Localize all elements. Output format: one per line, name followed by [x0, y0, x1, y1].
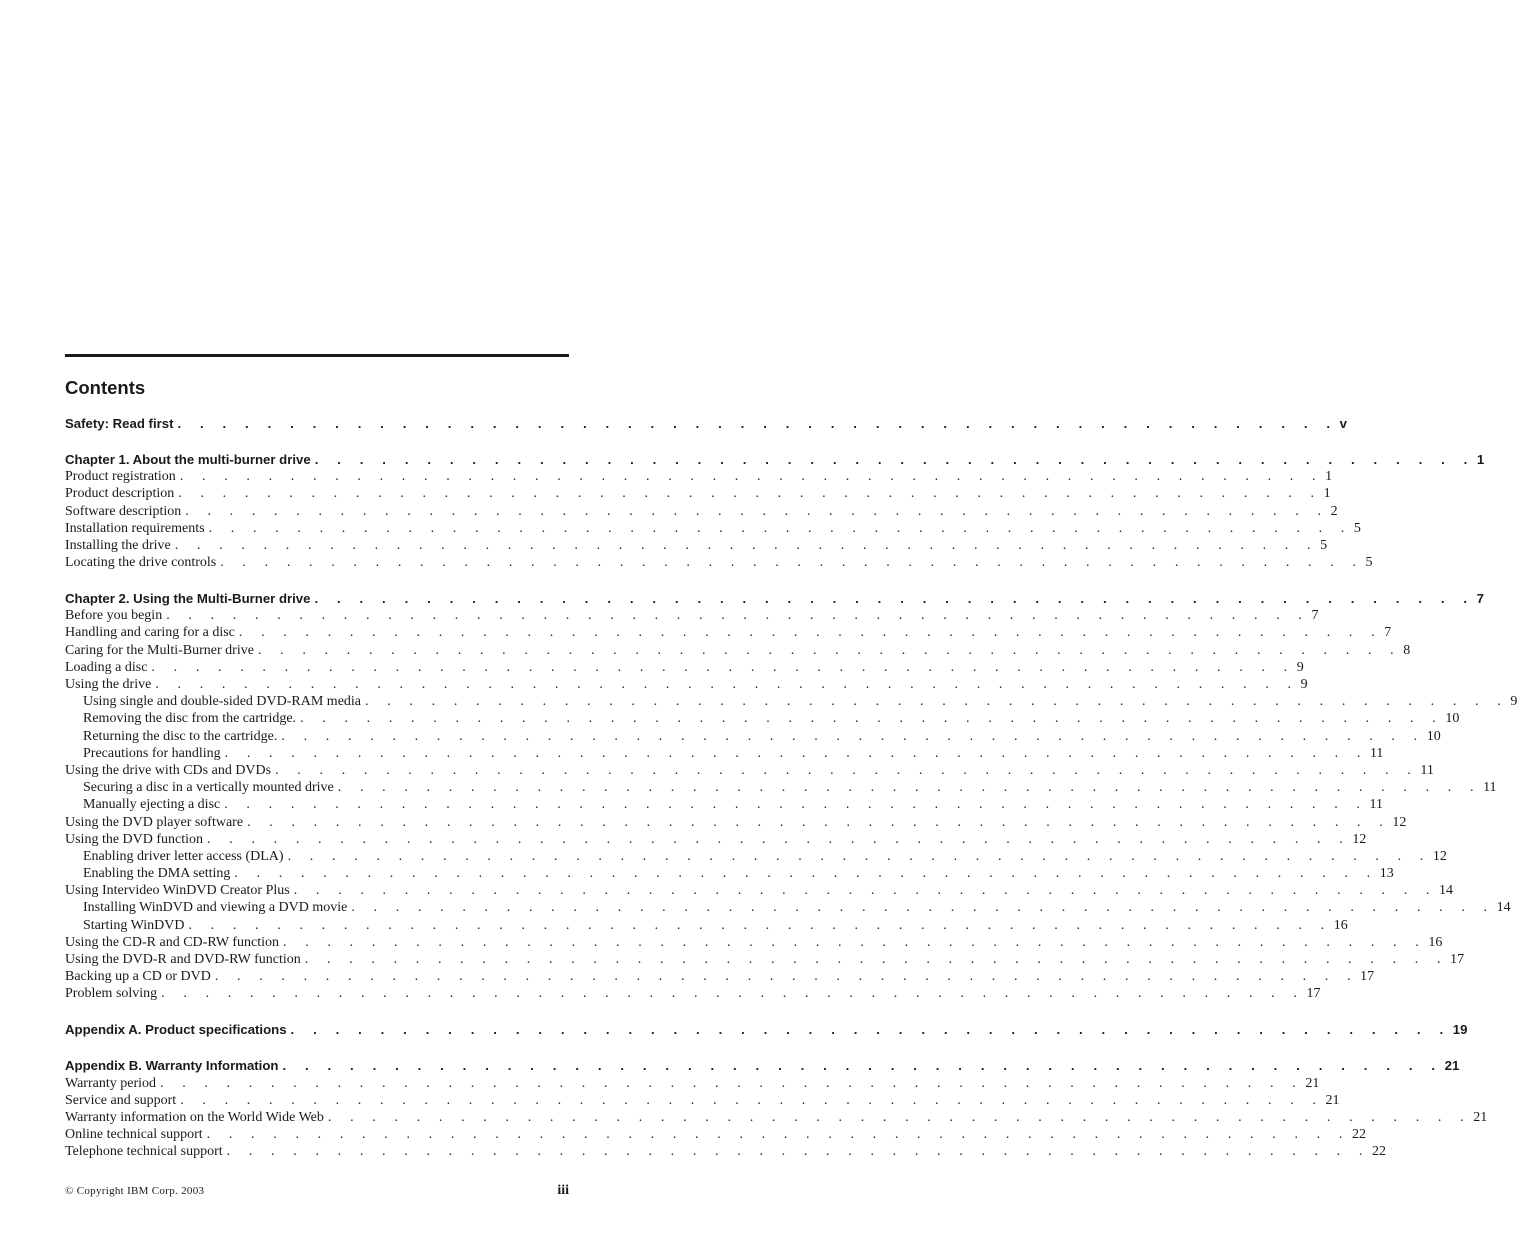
dot-leader: . . . . . . . . . . . . . . . . . . . . . . . . . . . . . . . . . . . . . . . . . . . . . . . . . . . . — [275, 762, 1419, 778]
toc-entry-label: Software description — [65, 503, 182, 519]
toc-entry-page: 5 — [1320, 537, 1328, 553]
dot-leader: . . . . . . . . . . . . . . . . . . . . . . . . . . . . . . . . . . . . . . . . . . . . . . . . . . . . — [304, 952, 1449, 968]
toc-entry-page: 14 — [1496, 900, 1511, 916]
toc-entry[interactable] — [65, 485, 1331, 502]
toc-entry-page: 11 — [1369, 797, 1384, 813]
toc-entry-page: 11 — [1369, 745, 1384, 761]
toc-entry-page: 13 — [1379, 866, 1394, 882]
dot-leader: . . . . . . . . . . . . . . . . . . . . . . . . . . . . . . . . . . . . . . . . . . . . . . . . . . . . — [283, 934, 1427, 950]
toc-section-heading[interactable] — [65, 590, 1484, 607]
toc-entry-label: Locating the drive controls — [65, 555, 217, 571]
toc-entry[interactable] — [65, 468, 1333, 485]
dot-leader: . . . . . . . . . . . . . . . . . . . . . . . . . . . . . . . . . . . . . . . . . . . . . . . . . . . . — [188, 917, 1332, 933]
dot-leader: . . . . . . . . . . . . . . . . . . . . . . . . . . . . . . . . . . . . . . . . . . . . . . . . . . . . — [207, 831, 1351, 847]
dot-leader: . . . . . . . . . . . . . . . . . . . . . . . . . . . . . . . . . . . . . . . . . . . . . . . . . . . . — [206, 1127, 1350, 1143]
toc-entry-page: 9 — [1296, 659, 1304, 675]
page-title: Contents — [65, 377, 146, 398]
toc-entry-label: Starting WinDVD — [83, 917, 185, 933]
toc-entry-label: Product description — [65, 486, 175, 502]
dot-leader: . . . . . . . . . . . . . . . . . . . . . . . . . . . . . . . . . . . . . . . . . . . . . . . . . . . . — [287, 848, 1431, 864]
toc-entry[interactable] — [65, 537, 1328, 554]
toc-entry-label: Installation requirements — [65, 520, 205, 536]
dot-leader: . . . . . . . . . . . . . . . . . . . . . . . . . . . . . . . . . . . . . . . . . . . . . . . . . . . . — [327, 1109, 1472, 1125]
toc-entry-page: 14 — [1439, 883, 1454, 899]
toc-entry-label: Chapter 2. Using the Multi-Burner drive — [65, 591, 311, 607]
toc-entry-label: Using Intervideo WinDVD Creator Plus — [65, 883, 290, 899]
toc-entry-label: Using the CD-R and CD-RW function — [65, 934, 280, 950]
toc-entry[interactable] — [65, 968, 1375, 985]
page-footer — [65, 1183, 569, 1201]
dot-leader: . . . . . . . . . . . . . . . . . . . . . . . . . . . . . . . . . . . . . . . . . . . . . . . . . . . . — [214, 969, 1359, 985]
toc-entry-page: 1 — [1323, 486, 1331, 502]
toc-entry-page: 5 — [1353, 520, 1361, 536]
dot-leader: . . . . . . . . . . . . . . . . . . . . . . . . . . . . . . . . . . . . . . . . . . . . . . . . . . . . — [282, 1058, 1443, 1074]
toc-entry-page: 22 — [1371, 1144, 1386, 1160]
dot-leader: . . . . . . . . . . . . . . . . . . . . . . . . . . . . . . . . . . . . . . . . . . . . . . . . . . . . — [257, 642, 1402, 658]
toc-entry[interactable] — [65, 985, 1321, 1002]
toc-entry[interactable] — [65, 796, 1384, 813]
toc-entry-label: Using the DVD function — [65, 831, 204, 847]
toc-entry-page: 17 — [1360, 969, 1375, 985]
dot-leader: . . . . . . . . . . . . . . . . . . . . . . . . . . . . . . . . . . . . . . . . . . . . . . . . . . . . — [226, 1144, 1370, 1160]
toc-entry-page: 16 — [1333, 917, 1348, 933]
dot-leader: . . . . . . . . . . . . . . . . . . . . . . . . . . . . . . . . . . . . . . . . . . . . . . . . . . . . — [177, 416, 1338, 431]
toc-entry-page: 12 — [1432, 848, 1447, 864]
dot-leader: . . . . . . . . . . . . . . . . . . . . . . . . . . . . . . . . . . . . . . . . . . . . . . . . . . . . — [238, 625, 1383, 641]
dot-leader: . . . . . . . . . . . . . . . . . . . . . . . . . . . . . . . . . . . . . . . . . . . . . . . . . . . . — [224, 745, 1368, 761]
dot-leader: . . . . . . . . . . . . . . . . . . . . . . . . . . . . . . . . . . . . . . . . . . . . . . . . . . . . — [314, 451, 1475, 467]
toc-entry-label: Using the drive with CDs and DVDs — [65, 762, 272, 778]
toc-entry-page: 8 — [1403, 642, 1411, 658]
toc-entry[interactable] — [65, 899, 1511, 916]
dot-leader: . . . . . . . . . . . . . . . . . . . . . . . . . . . . . . . . . . . . . . . . . . . . . . . . . . . . — [166, 608, 1310, 624]
toc-entry[interactable] — [65, 865, 1394, 882]
toc-entry-label: Using the DVD-R and DVD-RW function — [65, 952, 301, 968]
toc-entry-label: Removing the disc from the cartridge. — [83, 711, 297, 727]
toc-entry-page: 22 — [1351, 1127, 1366, 1143]
toc-entry-label: Product registration — [65, 469, 176, 485]
toc-entry-label: Installing the drive — [65, 537, 171, 553]
toc-entry-page: 19 — [1452, 1022, 1468, 1038]
toc-entry-page: 2 — [1330, 503, 1338, 519]
toc-entry[interactable] — [65, 745, 1384, 762]
toc-entry-page: 9 — [1300, 677, 1308, 693]
toc-entry-label: Using single and double-sided DVD-RAM media — [83, 694, 362, 710]
toc-entry-page: 12 — [1392, 814, 1407, 830]
toc-entry[interactable] — [65, 676, 1308, 693]
heading-rule — [65, 354, 569, 357]
toc-entry[interactable] — [65, 624, 1392, 641]
dot-leader: . . . . . . . . . . . . . . . . . . . . . . . . . . . . . . . . . . . . . . . . . . . . . . . . . . . . — [180, 1092, 1324, 1108]
toc-entry-page: 17 — [1450, 952, 1465, 968]
toc-entry[interactable] — [65, 1075, 1320, 1092]
page-number: iii — [557, 1183, 569, 1198]
toc-entry[interactable] — [65, 728, 1441, 745]
toc-section-heading[interactable] — [65, 1057, 1460, 1074]
toc-entry[interactable] — [65, 779, 1497, 796]
table-of-contents — [65, 415, 1517, 1161]
toc-entry-page: 7 — [1384, 625, 1392, 641]
toc-entry-label: Enabling the DMA setting — [83, 866, 231, 882]
toc-section-heading[interactable] — [65, 451, 1485, 468]
dot-leader: . . . . . . . . . . . . . . . . . . . . . . . . . . . . . . . . . . . . . . . . . . . . . . . . . . . . — [351, 900, 1495, 916]
toc-entry-label: Online technical support — [65, 1127, 203, 1143]
toc-entry-label: Handling and caring for a disc — [65, 625, 235, 641]
toc-entry-label: Installing WinDVD and viewing a DVD movie — [83, 900, 348, 916]
toc-entry[interactable] — [65, 693, 1517, 710]
dot-leader: . . . . . . . . . . . . . . . . . . . . . . . . . . . . . . . . . . . . . . . . . . . . . . . . . . . . — [234, 866, 1378, 882]
toc-entry-label: Telephone technical support — [65, 1144, 223, 1160]
toc-entry[interactable] — [65, 762, 1434, 779]
toc-entry-page: 10 — [1445, 711, 1460, 727]
dot-leader: . . . . . . . . . . . . . . . . . . . . . . . . . . . . . . . . . . . . . . . . . . . . . . . . . . . . — [220, 555, 1364, 571]
toc-entry-page: 21 — [1325, 1092, 1340, 1108]
toc-entry[interactable] — [65, 642, 1411, 659]
toc-entry-page: 21 — [1444, 1058, 1460, 1074]
toc-entry-label: Before you begin — [65, 608, 163, 624]
toc-entry[interactable] — [65, 831, 1367, 848]
toc-entry[interactable] — [65, 1092, 1340, 1109]
toc-entry-page: 11 — [1483, 780, 1497, 796]
dot-leader: . . . . . . . . . . . . . . . . . . . . . . . . . . . . . . . . . . . . . . . . . . . . . . . . . . . . — [151, 659, 1295, 675]
toc-entry-page: 1 — [1476, 451, 1485, 467]
toc-entry[interactable] — [65, 710, 1460, 727]
dot-leader: . . . . . . . . . . . . . . . . . . . . . . . . . . . . . . . . . . . . . . . . . . . . . . . . . . . . — [155, 677, 1299, 693]
toc-entry-page: v — [1339, 416, 1347, 431]
toc-entry-page: 16 — [1428, 934, 1443, 950]
toc-entry[interactable] — [65, 607, 1319, 624]
toc-entry-page: 10 — [1426, 728, 1441, 744]
dot-leader: . . . . . . . . . . . . . . . . . . . . . . . . . . . . . . . . . . . . . . . . . . . . . . . . . . . . — [208, 520, 1352, 536]
toc-entry[interactable] — [65, 848, 1447, 865]
toc-entry[interactable] — [65, 520, 1361, 537]
toc-entry[interactable] — [65, 659, 1304, 676]
dot-leader: . . . . . . . . . . . . . . . . . . . . . . . . . . . . . . . . . . . . . . . . . . . . . . . . . . . . — [178, 486, 1322, 502]
toc-entry-label: Safety: Read first — [65, 416, 174, 431]
toc-entry-label: Precautions for handling — [83, 745, 221, 761]
toc-entry[interactable] — [65, 917, 1348, 934]
toc-entry-label: Caring for the Multi-Burner drive — [65, 642, 254, 658]
toc-section-heading[interactable] — [65, 415, 1347, 432]
toc-entry[interactable] — [65, 1109, 1488, 1126]
toc-entry-page: 7 — [1311, 608, 1319, 624]
toc-entry[interactable] — [65, 882, 1454, 899]
dot-leader: . . . . . . . . . . . . . . . . . . . . . . . . . . . . . . . . . . . . . . . . . . . . . . . . . . . . — [174, 537, 1319, 553]
toc-entry-label: Warranty information on the World Wide Web — [65, 1109, 324, 1125]
toc-entry-page: 5 — [1365, 555, 1373, 571]
toc-entry[interactable] — [65, 934, 1443, 951]
toc-entry-label: Using the drive — [65, 677, 152, 693]
dot-leader: . . . . . . . . . . . . . . . . . . . . . . . . . . . . . . . . . . . . . . . . . . . . . . . . . . . . — [365, 694, 1509, 710]
toc-section-heading[interactable] — [65, 1021, 1468, 1038]
toc-entry-page: 21 — [1473, 1109, 1488, 1125]
toc-entry-label: Enabling driver letter access (DLA) — [83, 848, 284, 864]
toc-entry[interactable] — [65, 554, 1373, 571]
toc-entry-label: Service and support — [65, 1092, 177, 1108]
copyright-notice: © Copyright IBM Corp. 2003 — [65, 1185, 205, 1197]
toc-entry-page: 11 — [1420, 762, 1434, 778]
dot-leader: . . . . . . . . . . . . . . . . . . . . . . . . . . . . . . . . . . . . . . . . . . . . . . . . . . . . — [281, 728, 1425, 744]
toc-entry[interactable] — [65, 1143, 1386, 1160]
dot-leader: . . . . . . . . . . . . . . . . . . . . . . . . . . . . . . . . . . . . . . . . . . . . . . . . . . . . — [185, 503, 1329, 519]
dot-leader: . . . . . . . . . . . . . . . . . . . . . . . . . . . . . . . . . . . . . . . . . . . . . . . . . . . . — [337, 780, 1482, 796]
dot-leader: . . . . . . . . . . . . . . . . . . . . . . . . . . . . . . . . . . . . . . . . . . . . . . . . . . . . — [179, 469, 1324, 485]
toc-entry-label: Loading a disc — [65, 659, 148, 675]
toc-entry-label: Chapter 1. About the multi-burner drive — [65, 451, 311, 467]
toc-entry-label: Problem solving — [65, 986, 158, 1002]
toc-entry-page: 12 — [1352, 831, 1367, 847]
dot-leader: . . . . . . . . . . . . . . . . . . . . . . . . . . . . . . . . . . . . . . . . . . . . . . . . . . . . — [290, 1022, 1451, 1038]
toc-entry-page: 1 — [1325, 469, 1333, 485]
dot-leader: . . . . . . . . . . . . . . . . . . . . . . . . . . . . . . . . . . . . . . . . . . . . . . . . . . . . — [247, 814, 1391, 830]
toc-entry-label: Manually ejecting a disc — [83, 797, 221, 813]
toc-entry-label: Using the DVD player software — [65, 814, 244, 830]
toc-entry-page: 7 — [1476, 591, 1484, 607]
toc-entry-label: Appendix A. Product specifications — [65, 1022, 287, 1038]
toc-entry-label: Appendix B. Warranty Information — [65, 1058, 279, 1074]
dot-leader: . . . . . . . . . . . . . . . . . . . . . . . . . . . . . . . . . . . . . . . . . . . . . . . . . . . . — [300, 711, 1444, 727]
toc-entry-page: 9 — [1510, 694, 1517, 710]
toc-entry-page: 21 — [1305, 1075, 1320, 1091]
dot-leader: . . . . . . . . . . . . . . . . . . . . . . . . . . . . . . . . . . . . . . . . . . . . . . . . . . . . — [224, 797, 1368, 813]
toc-entry-label: Returning the disc to the cartridge. — [83, 728, 278, 744]
dot-leader: . . . . . . . . . . . . . . . . . . . . . . . . . . . . . . . . . . . . . . . . . . . . . . . . . . . . — [161, 986, 1305, 1002]
toc-entry-label: Warranty period — [65, 1075, 156, 1091]
toc-entry[interactable] — [65, 503, 1338, 520]
toc-entry-label: Securing a disc in a vertically mounted drive — [83, 780, 334, 796]
dot-leader: . . . . . . . . . . . . . . . . . . . . . . . . . . . . . . . . . . . . . . . . . . . . . . . . . . . . — [293, 883, 1438, 899]
dot-leader: . . . . . . . . . . . . . . . . . . . . . . . . . . . . . . . . . . . . . . . . . . . . . . . . . . . . — [314, 591, 1475, 607]
toc-entry[interactable] — [65, 1126, 1366, 1143]
dot-leader: . . . . . . . . . . . . . . . . . . . . . . . . . . . . . . . . . . . . . . . . . . . . . . . . . . . . — [160, 1075, 1304, 1091]
toc-entry-page: 17 — [1306, 986, 1321, 1002]
toc-entry[interactable] — [65, 951, 1465, 968]
toc-entry[interactable] — [65, 814, 1407, 831]
toc-entry-label: Backing up a CD or DVD — [65, 969, 211, 985]
